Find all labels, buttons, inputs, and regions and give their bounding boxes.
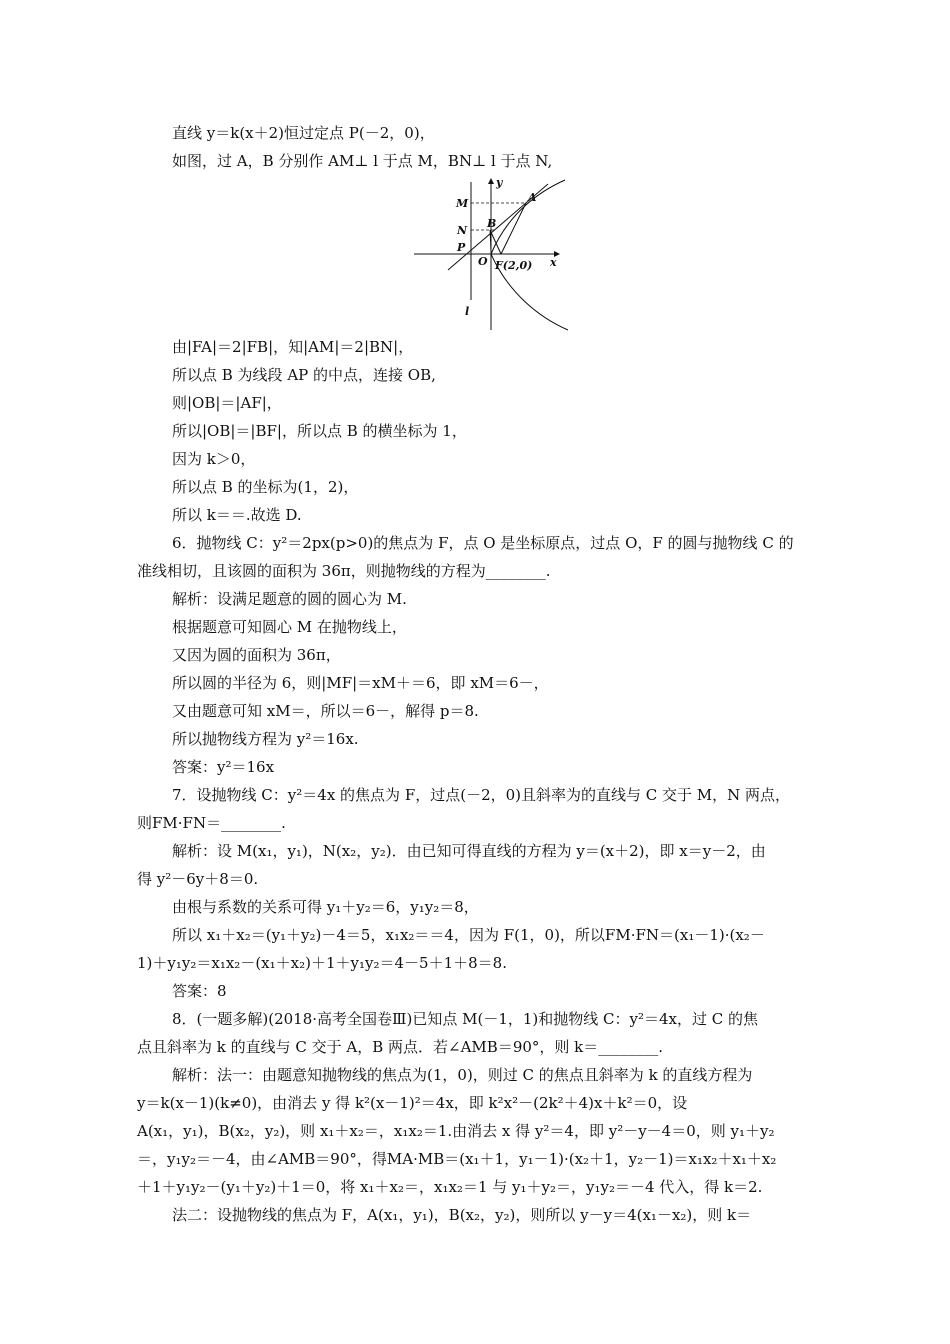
label-B: B	[487, 217, 497, 230]
text-line: 得 y²－6y＋8＝0.	[137, 870, 259, 888]
text-line: 由根与系数的关系可得 y₁＋y₂＝6，y₁y₂＝8，	[172, 898, 479, 916]
text-line: ＝，y₁y₂＝－4，由∠AMB＝90°，得MA·MB＝(x₁＋1，y₁－1)·(x₂＋1，y₂－1)＝x₁x₂＋x₁＋x₂	[137, 1150, 777, 1168]
label-M: M	[456, 197, 469, 210]
text-line: 所以圆的半径为 6，则|MF|＝xM＋＝6，即 xM＝6－，	[172, 674, 549, 692]
problem-7-text: 则FM·FN＝________.	[137, 814, 286, 832]
text-line: 又由题意可知 xM＝，所以＝6－，解得 p＝8.	[172, 702, 479, 720]
text-line: 由|FA|＝2|FB|，知|AM|＝2|BN|，	[172, 338, 414, 356]
text-line: 根据题意可知圆心 M 在抛物线上，	[172, 618, 407, 636]
text-line: 所以点 B 的坐标为(1，2)，	[172, 478, 359, 496]
parabola-diagram	[408, 172, 574, 334]
text-line: 则|OB|＝|AF|，	[172, 394, 282, 412]
text-line: 解析：设 M(x₁，y₁)，N(x₂，y₂)．由已知可得直线的方程为 y＝(x＋2)，即 x＝y－2，由	[172, 842, 766, 860]
segment-FB	[490, 230, 501, 254]
text-line: 所以 x₁＋x₂＝(y₁＋y₂)－4＝5，x₁x₂＝＝4，因为 F(1，0)，所以FM·FN＝(x₁－1)·(x₂－	[172, 926, 765, 944]
label-A: A	[528, 191, 537, 204]
text-line: 法二：设抛物线的焦点为 F，A(x₁，y₁)，B(x₂，y₂)，则所以 y－y＝4(x₁－x₂)，则 k＝	[172, 1206, 752, 1224]
text-line: 所以|OB|＝|BF|，所以点 B 的横坐标为 1，	[172, 422, 467, 440]
problem-7-text: 7．设抛物线 C：y²＝4x 的焦点为 F，过点(－2，0)且斜率为的直线与 C 交于 M，N 两点，	[172, 786, 791, 804]
text-line: 所以抛物线方程为 y²＝16x.	[172, 730, 359, 748]
text-line: 因为 k＞0，	[172, 450, 256, 468]
text-line: 解析：设满足题意的圆的圆心为 M.	[172, 590, 407, 608]
y-axis-arrow	[488, 178, 494, 184]
text-line: ＋1＋y₁y₂－(y₁＋y₂)＋1＝0，将 x₁＋x₂＝，x₁x₂＝1 与 y₁＋y₂＝，y₁y₂＝－4 代入，得 k＝2.	[137, 1178, 763, 1196]
text-line: 解析：法一：由题意知抛物线的焦点为(1，0)，则过 C 的焦点且斜率为 k 的直线方程为	[172, 1066, 753, 1084]
problem-6-text: 6．抛物线 C：y²＝2px(p>0)的焦点为 F，点 O 是坐标原点，过点 O，F 的圆与抛物线 C 的	[172, 534, 794, 552]
label-F: F(2,0)	[495, 259, 533, 272]
text-line: 1)＋y₁y₂＝x₁x₂－(x₁＋x₂)＋1＋y₁y₂＝4－5＋1＋8＝8.	[137, 954, 507, 972]
text-line: 所以点 B 为线段 AP 的中点，连接 OB,	[172, 366, 436, 384]
text-line: 如图，过 A，B 分别作 AM⊥ l 于点 M，BN⊥ l 于点 N,	[172, 152, 553, 170]
label-P: P	[457, 241, 466, 254]
text-line: 直线 y＝k(x＋2)恒过定点 P(－2，0)，	[172, 124, 435, 142]
problem-8-text: 点且斜率为 k 的直线与 C 交于 A，B 两点．若∠AMB＝90°，则 k＝________.	[137, 1038, 664, 1056]
answer-7: 答案：8	[172, 982, 227, 1000]
label-O: O	[478, 255, 488, 268]
text-line: A(x₁，y₁)，B(x₂，y₂)，则 x₁＋x₂＝，x₁x₂＝1.由消去 x 得 y²＝4，即 y²－y－4＝0，则 y₁＋y₂	[137, 1122, 775, 1140]
label-N: N	[457, 224, 468, 237]
problem-8-text: 8．(一题多解)(2018·高考全国卷Ⅲ)已知点 M(－1，1)和抛物线 C：y²＝4x，过 C 的焦	[172, 1010, 759, 1028]
label-x: x	[550, 256, 557, 269]
label-y: y	[496, 176, 503, 189]
text-line: y＝k(x－1)(k≠0)，由消去 y 得 k²(x－1)²＝4x，即 k²x²－(2k²＋4)x＋k²＝0，设	[137, 1094, 688, 1112]
label-l: l	[465, 305, 470, 318]
problem-6-text: 准线相切，且该圆的面积为 36π，则抛物线的方程为________.	[137, 562, 551, 580]
answer-6: 答案：y²＝16x	[172, 758, 275, 776]
text-line: 所以 k＝＝.故选 D.	[172, 506, 302, 524]
text-line: 又因为圆的面积为 36π，	[172, 646, 341, 664]
